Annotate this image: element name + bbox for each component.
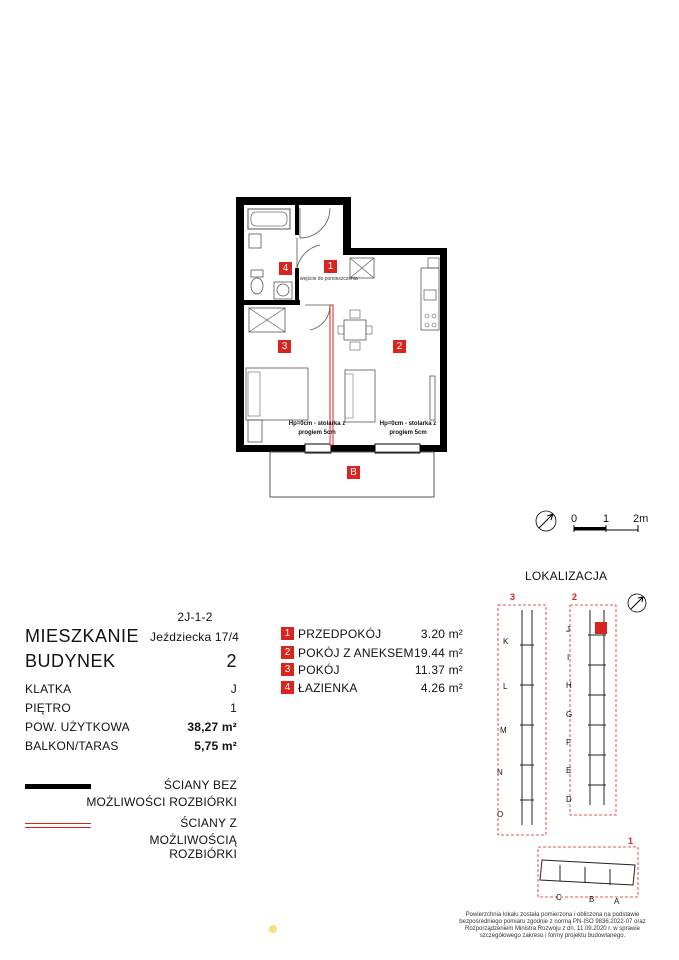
room-area-4: 4.26 m²: [420, 681, 463, 695]
location-letter-c: C: [556, 893, 562, 902]
room-area-2: 19.44 m²: [414, 646, 463, 660]
plan-marker-2: 2: [393, 340, 406, 353]
location-letter-k: K: [503, 637, 509, 646]
legend-red-line2: MOŻLIWOŚCIĄ ROZBIÓRKI: [149, 833, 237, 861]
footnote: Powierzchnia lokalu została pomierzona i obliczona na podstawie bezpośredniego pomiaru zgodnie z normą PN-ISO 9836:2022-07 oraz Rozporządzeniem Ministra Rozwoju z dn. 11.09.2020 r. w sprawie szczegółowego zakresu i formy projektu budowlanego.: [459, 912, 646, 939]
plan-marker-4: 4: [279, 262, 292, 275]
location-north-arrow-icon: [628, 594, 646, 612]
scale-bar: [574, 525, 638, 532]
row-value-area: 38,27 m²: [187, 720, 237, 734]
decorative-dot: [269, 925, 277, 933]
location-letter-e: E: [566, 766, 572, 775]
north-arrow-icon: [536, 511, 556, 531]
room-marker-3: 3: [281, 663, 294, 676]
location-letter-o: O: [497, 810, 504, 819]
location-letter-g: G: [566, 710, 573, 719]
plan-marker-balcony: B: [347, 466, 360, 479]
row-label-balcony: BALKON/TARAS: [25, 739, 119, 753]
location-letter-a: A: [614, 897, 620, 906]
row-label-pietro: PIĘTRO: [25, 701, 71, 715]
room-area-3: 11.37 m²: [414, 663, 463, 677]
room-name-2: POKÓJ Z ANEKSEM: [298, 646, 414, 660]
threshold-note-room3: Hp=0cm - stolarka z progiem 5cm: [288, 421, 346, 436]
location-letter-f: F: [566, 738, 571, 747]
location-letter-h: H: [566, 681, 572, 690]
location-highlight-marker: [595, 622, 607, 634]
location-letter-n: N: [497, 768, 503, 777]
apartment-code: 2J-1-2: [177, 610, 213, 624]
apartment-address: Jeździecka 17/4: [150, 630, 240, 644]
building-value: 2: [226, 651, 237, 671]
legend-solid-line1: ŚCIANY BEZ: [163, 778, 237, 792]
room-marker-4: 4: [281, 681, 294, 694]
row-label-klatka: KLATKA: [25, 682, 72, 696]
scale-tick-1: 1: [603, 513, 610, 525]
location-letter-b: B: [589, 895, 595, 904]
plan-marker-3: 3: [278, 340, 291, 353]
location-building-1: 1: [628, 836, 634, 846]
row-value-balcony: 5,75 m²: [194, 739, 237, 753]
location-letter-d: D: [566, 795, 572, 804]
entry-note: wejście do pomieszczenia: [300, 276, 358, 282]
room-marker-1: 1: [281, 627, 294, 640]
plan-marker-1: 1: [324, 260, 337, 273]
location-letter-l: L: [503, 682, 508, 691]
location-building-3: 3: [510, 592, 516, 602]
location-map: [480, 585, 679, 905]
threshold-note-room2: Hp=0cm - stolarka z progiem 5cm: [379, 421, 437, 436]
location-letter-m: M: [500, 726, 507, 735]
room-name-4: ŁAZIENKA: [298, 681, 358, 695]
room-area-1: 3.20 m²: [420, 627, 463, 641]
row-value-klatka: J: [230, 682, 237, 696]
row-value-pietro: 1: [230, 701, 237, 715]
legend-solid-wall-swatch: [25, 784, 91, 789]
location-letter-j: J: [566, 625, 570, 634]
building-label: BUDYNEK: [25, 651, 116, 671]
location-building-2: 2: [572, 592, 578, 602]
row-label-area: POW. UŻYTKOWA: [25, 720, 130, 734]
location-title: LOKALIZACJA: [525, 569, 608, 583]
room-name-1: PRZEDPOKÓJ: [298, 627, 382, 641]
legend-red-wall-swatch: [25, 823, 91, 828]
legend-red-line1: ŚCIANY Z: [180, 816, 237, 830]
room-name-3: POKÓJ: [298, 663, 340, 677]
scale-tick-0: 0: [571, 513, 578, 525]
legend-solid-line2: MOŻLIWOŚCI ROZBIÓRKI: [86, 795, 237, 809]
room-marker-2: 2: [281, 646, 294, 659]
apartment-title: MIESZKANIE: [25, 626, 140, 646]
location-letter-i: I: [567, 653, 570, 662]
scale-tick-2m: 2m: [633, 513, 649, 525]
